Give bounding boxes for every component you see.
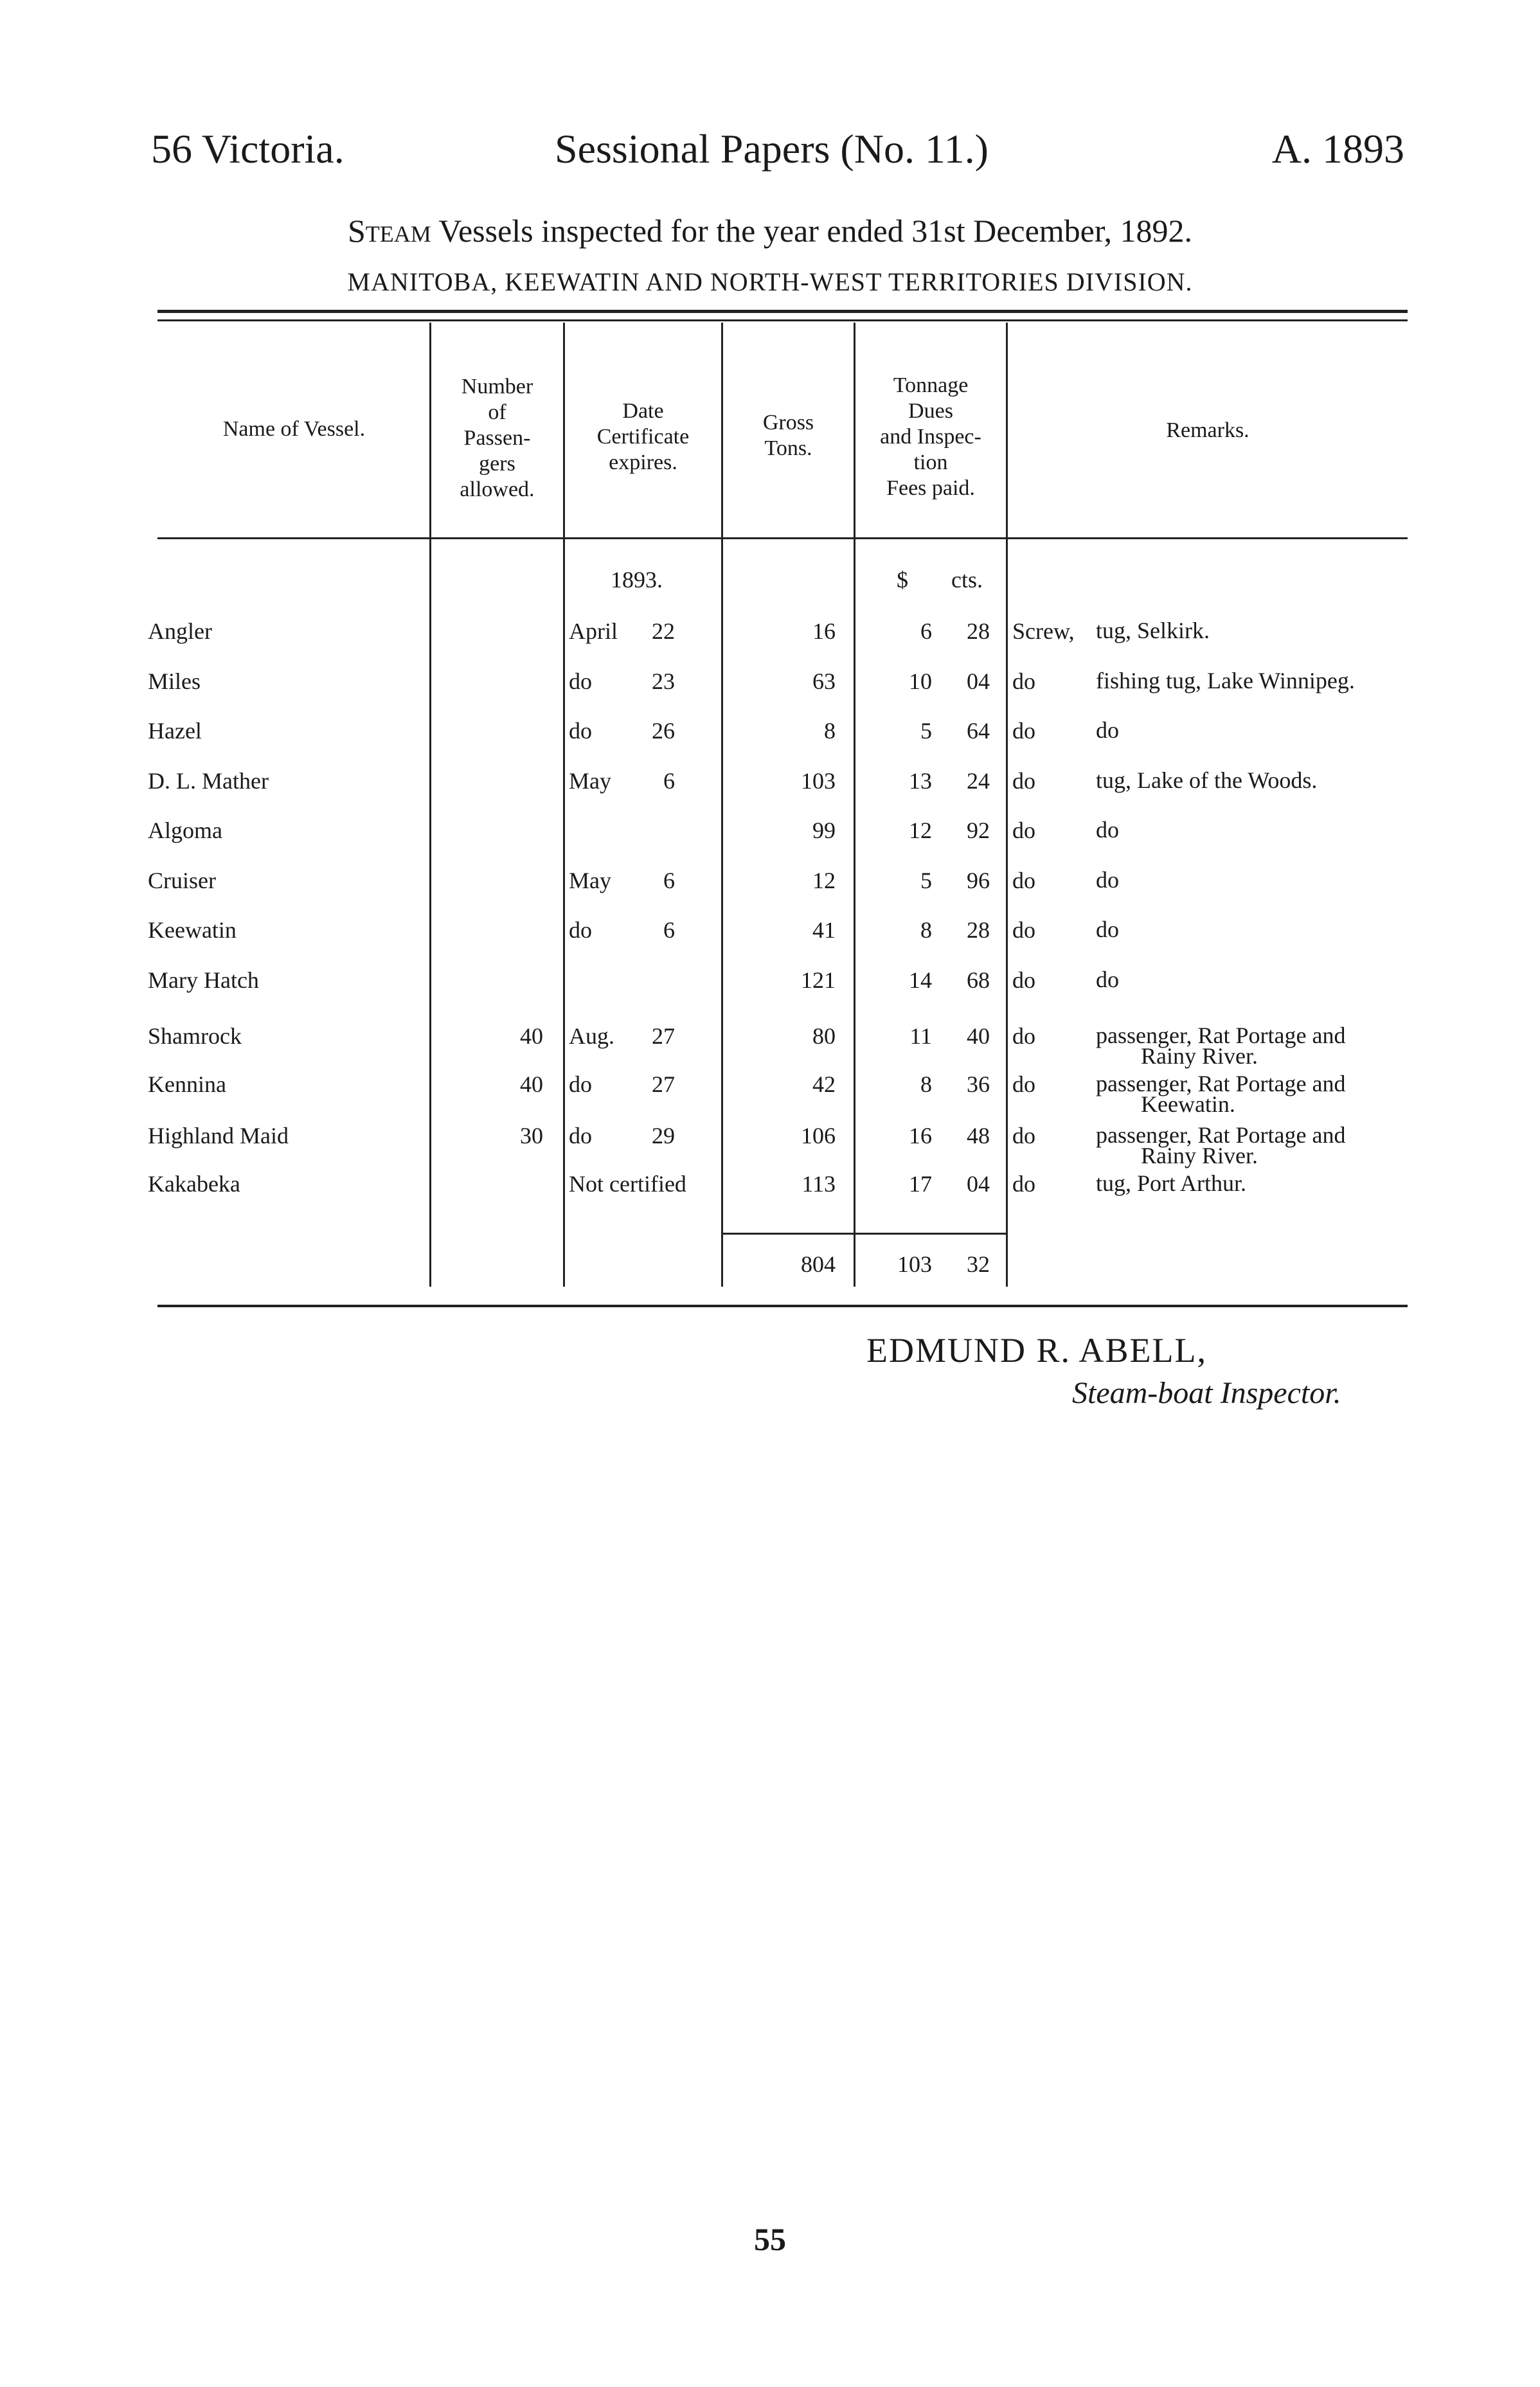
certificate-day: 23: [652, 668, 675, 694]
header-rule: [157, 537, 1408, 539]
fees-dollars: 8: [920, 917, 932, 943]
remarks-lead: do: [1012, 1171, 1035, 1197]
fees-cents: 28: [967, 618, 990, 644]
header-session: 56 Victoria.: [151, 126, 345, 172]
remarks-text: do: [1096, 916, 1119, 942]
remarks-lead: do: [1012, 818, 1035, 843]
top-rule-thin: [157, 319, 1408, 321]
remarks-continuation: Keewatin.: [1141, 1091, 1235, 1117]
gross-tons: 103: [801, 768, 836, 794]
remarks-text: do: [1096, 967, 1119, 992]
certificate-day: 6: [663, 917, 675, 943]
running-header: [151, 125, 1404, 183]
certificate-month: do: [569, 1071, 592, 1097]
title-text: Vessels inspected for the year ended 31st December, 1892.: [431, 213, 1193, 249]
fees-dollars: 6: [920, 618, 932, 644]
fees-cents: 04: [967, 1171, 990, 1197]
remarks-lead: do: [1012, 917, 1035, 943]
fees-dollars: 8: [920, 1071, 932, 1097]
subheader-cents: cts.: [951, 567, 983, 593]
vessel-name: Angler: [148, 618, 212, 644]
fees-cents: 48: [967, 1123, 990, 1149]
remarks-text: passenger, Rat Portage and: [1096, 1023, 1346, 1048]
fees-dollars: 11: [909, 1023, 932, 1049]
gross-tons: 121: [801, 967, 836, 993]
remarks-text: do: [1096, 867, 1119, 893]
col-header-name: Name of Vessel.: [222, 417, 366, 441]
certificate-day: 6: [663, 768, 675, 794]
certificate-month: do: [569, 1123, 592, 1149]
header-year: A. 1893: [1271, 126, 1404, 172]
remarks-lead: do: [1012, 1123, 1035, 1149]
remarks-text: passenger, Rat Portage and: [1096, 1122, 1346, 1148]
certificate-day: 27: [652, 1023, 675, 1049]
remarks-lead: do: [1012, 668, 1035, 694]
certificate-day: 26: [652, 718, 675, 744]
passengers-allowed: 40: [520, 1071, 543, 1097]
remarks-lead: do: [1012, 1071, 1035, 1097]
col-header-tonnage: Tonnage Dues and Inspec- tion Fees paid.: [880, 373, 981, 500]
vessel-name: Mary Hatch: [148, 967, 259, 993]
gross-tons: 8: [824, 718, 836, 744]
remarks-text: do: [1096, 717, 1119, 743]
fees-dollars: 17: [909, 1171, 932, 1197]
gross-tons: 42: [812, 1071, 836, 1097]
total-dollars: 103: [897, 1251, 932, 1277]
fees-dollars: 5: [920, 718, 932, 744]
page-number: 55: [754, 2221, 786, 2257]
certificate-day: 29: [652, 1123, 675, 1149]
fees-dollars: 13: [909, 768, 932, 794]
remarks-lead: do: [1012, 1023, 1035, 1049]
signature-name: EDMUND R. ABELL,: [866, 1331, 1207, 1370]
fees-cents: 28: [967, 917, 990, 943]
certificate-month: Aug.: [569, 1023, 614, 1049]
vessel-name: Kennina: [148, 1071, 226, 1097]
total-rule: [723, 1233, 1006, 1235]
vessel-name: Hazel: [148, 718, 202, 744]
fees-cents: 64: [967, 718, 990, 744]
col-header-gross: Gross Tons.: [762, 411, 814, 460]
column-divider: [721, 323, 723, 1287]
certificate-day: 6: [663, 868, 675, 893]
fees-cents: 04: [967, 668, 990, 694]
gross-tons: 41: [812, 917, 836, 943]
certificate-day: 27: [652, 1071, 675, 1097]
remarks-text: tug, Lake of the Woods.: [1096, 767, 1318, 793]
gross-tons: 106: [801, 1123, 836, 1149]
col-header-remarks: Remarks.: [1166, 418, 1249, 442]
gross-tons: 80: [812, 1023, 836, 1049]
col-header-date: Date Certificate expires.: [596, 399, 690, 474]
certificate-month: do: [569, 917, 592, 943]
division-title: MANITOBA, KEEWATIN AND NORTH-WEST TERRITORIES DIVISION.: [347, 267, 1193, 296]
vessel-name: Shamrock: [148, 1023, 242, 1049]
column-divider: [1006, 323, 1008, 1287]
title-initial: S: [347, 213, 366, 249]
header-sessional-papers: Sessional Papers (No. 11.): [555, 126, 989, 172]
vessel-name: Highland Maid: [148, 1123, 289, 1149]
vessel-name: Keewatin: [148, 917, 237, 943]
subheader-year: 1893.: [611, 567, 663, 593]
gross-tons: 16: [812, 618, 836, 644]
remarks-lead: Screw,: [1012, 618, 1075, 644]
certificate-month: May: [569, 868, 611, 893]
fees-cents: 24: [967, 768, 990, 794]
remarks-continuation: Rainy River.: [1141, 1043, 1258, 1069]
top-rule: [157, 310, 1408, 313]
fees-dollars: 10: [909, 668, 932, 694]
certificate-month: do: [569, 718, 592, 744]
fees-dollars: 5: [920, 868, 932, 893]
subheader-dollar: $: [897, 567, 908, 593]
fees-cents: 92: [967, 818, 990, 843]
remarks-text: tug, Port Arthur.: [1096, 1170, 1247, 1196]
remarks-text: passenger, Rat Portage and: [1096, 1071, 1346, 1096]
vessel-name: D. L. Mather: [148, 768, 269, 794]
bottom-rule: [157, 1305, 1408, 1307]
remarks-lead: do: [1012, 768, 1035, 794]
passengers-allowed: 30: [520, 1123, 543, 1149]
vessel-name: Algoma: [148, 818, 222, 843]
certificate-month: May: [569, 768, 611, 794]
passengers-allowed: 40: [520, 1023, 543, 1049]
remarks-text: tug, Selkirk.: [1096, 618, 1210, 643]
fees-cents: 96: [967, 868, 990, 893]
certificate-month: Not certified: [569, 1171, 686, 1197]
fees-cents: 40: [967, 1023, 990, 1049]
gross-tons: 113: [801, 1171, 836, 1197]
col-header-passengers: Number of Passen- gers allowed.: [460, 375, 535, 501]
certificate-month: April: [569, 618, 618, 644]
gross-tons: 99: [812, 818, 836, 843]
title-first-word: TEAM: [365, 221, 431, 247]
remarks-lead: do: [1012, 967, 1035, 993]
remarks-lead: do: [1012, 718, 1035, 744]
remarks-lead: do: [1012, 868, 1035, 893]
gross-tons: 63: [812, 668, 836, 694]
table-title: [0, 212, 1540, 249]
fees-dollars: 16: [909, 1123, 932, 1149]
remarks-text: do: [1096, 817, 1119, 843]
vessel-name: Cruiser: [148, 868, 216, 893]
vessel-name: Kakabeka: [148, 1171, 240, 1197]
vessel-name: Miles: [148, 668, 201, 694]
total-gross: 804: [801, 1251, 836, 1277]
fees-dollars: 14: [909, 967, 932, 993]
gross-tons: 12: [812, 868, 836, 893]
signature-title: Steam-boat Inspector.: [1072, 1376, 1341, 1410]
fees-dollars: 12: [909, 818, 932, 843]
fees-cents: 36: [967, 1071, 990, 1097]
certificate-day: 22: [652, 618, 675, 644]
remarks-continuation: Rainy River.: [1141, 1143, 1258, 1168]
certificate-month: do: [569, 668, 592, 694]
total-cents: 32: [967, 1251, 990, 1277]
remarks-text: fishing tug, Lake Winnipeg.: [1096, 668, 1355, 693]
fees-cents: 68: [967, 967, 990, 993]
